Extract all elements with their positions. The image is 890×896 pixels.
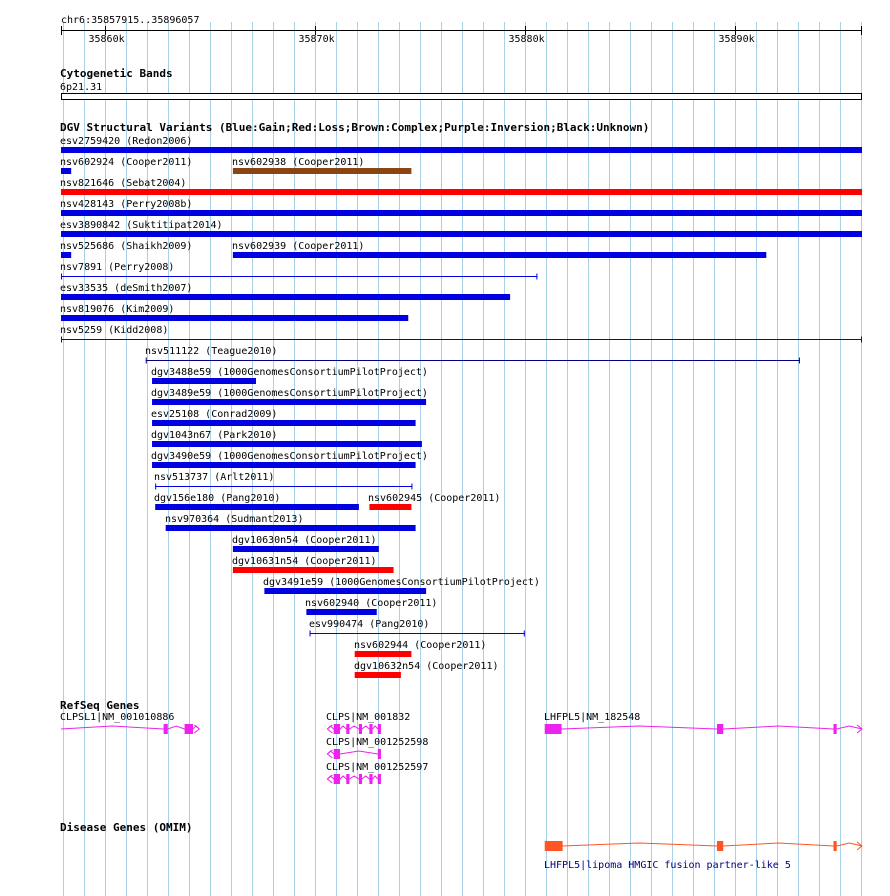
ruler-tick-label: 35870k	[298, 34, 335, 45]
ruler-tick-label: 35880k	[508, 34, 545, 45]
variant-label: nsv602924 (Cooper2011)	[60, 157, 193, 168]
variant-bar	[61, 168, 71, 174]
variant-label: nsv5259 (Kidd2008)	[60, 325, 169, 336]
variant-bar	[152, 399, 426, 405]
refseq-gene-label: LHFPL5|NM_182548	[544, 712, 641, 723]
refseq-gene-exon	[717, 724, 723, 734]
cytoband-track-title: Cytogenetic Bands	[60, 67, 173, 80]
variant-label: esv33535 (deSmith2007)	[60, 283, 193, 294]
variant-label: esv990474 (Pang2010)	[309, 619, 430, 630]
refseq-gene-label: CLPS|NM_001832	[326, 712, 411, 723]
refseq-gene-exon	[545, 724, 562, 734]
variant-label: nsv7891 (Perry2008)	[60, 262, 175, 273]
omim-gene-label: LHFPL5|lipoma HMGIC fusion partner-like 5	[544, 860, 791, 871]
ruler-tick-label: 35860k	[88, 34, 125, 45]
variant-bar	[306, 609, 376, 615]
dgv-track-title: DGV Structural Variants (Blue:Gain;Red:Loss;Brown:Complex;Purple:Inversion;Black:Unknown)	[60, 121, 650, 134]
variant-bar	[155, 504, 359, 510]
omim-track-title: Disease Genes (OMIM)	[60, 821, 193, 834]
refseq-gene-exon	[185, 724, 193, 734]
refseq-track-title: RefSeq Genes	[60, 699, 140, 712]
variant-bar	[233, 168, 412, 174]
variant-label: nsv513737 (Arlt2011)	[154, 472, 275, 483]
variant-label: nsv602940 (Cooper2011)	[305, 598, 438, 609]
variant-label: esv25108 (Conrad2009)	[151, 409, 278, 420]
refseq-gene-label: CLPS|NM_001252597	[326, 762, 429, 773]
variant-label: dgv3491e59 (1000GenomesConsortiumPilotProject)	[263, 577, 540, 588]
variant-label: dgv10630n54 (Cooper2011)	[232, 535, 377, 546]
variant-bar	[152, 378, 256, 384]
variant-label: dgv156e180 (Pang2010)	[154, 493, 281, 504]
variant-label: dgv10632n54 (Cooper2011)	[354, 661, 499, 672]
omim-gene-exon	[545, 841, 563, 851]
variant-bar	[61, 315, 408, 321]
variant-bar	[264, 588, 426, 594]
variant-label: nsv428143 (Perry2008b)	[60, 199, 193, 210]
refseq-gene-label: CLPSL1|NM_001010886	[60, 712, 175, 723]
variant-bar	[152, 420, 416, 426]
variant-bar	[61, 252, 71, 258]
refseq-gene-exon	[378, 749, 381, 759]
variant-label: dgv10631n54 (Cooper2011)	[232, 556, 377, 567]
variant-bar	[61, 147, 862, 153]
variant-bar	[233, 252, 766, 258]
refseq-gene-exon	[346, 724, 349, 734]
refseq-gene-intron	[61, 726, 199, 729]
refseq-gene-exon	[369, 724, 372, 734]
variant-label: nsv821646 (Sebat2004)	[60, 178, 187, 189]
variant-label: nsv511122 (Teague2010)	[145, 346, 278, 357]
cytoband-label: 6p21.31	[60, 82, 103, 93]
refseq-gene-exon	[378, 774, 381, 784]
variant-bar	[152, 462, 416, 468]
refseq-gene-intron	[545, 726, 862, 729]
variant-label: dgv3490e59 (1000GenomesConsortiumPilotProject)	[151, 451, 428, 462]
variant-label: esv3890842 (Suktitipat2014)	[60, 220, 223, 231]
refseq-gene-exon	[378, 724, 381, 734]
variant-label: nsv525686 (Shaikh2009)	[60, 241, 193, 252]
variant-label: dgv3488e59 (1000GenomesConsortiumPilotProject)	[151, 367, 428, 378]
variant-bar	[233, 546, 379, 552]
variant-label: nsv602939 (Cooper2011)	[232, 241, 365, 252]
omim-gene-exon	[717, 841, 723, 851]
variant-bar	[355, 672, 401, 678]
refseq-gene-exon	[369, 774, 372, 784]
variant-label: dgv3489e59 (1000GenomesConsortiumPilotProject)	[151, 388, 428, 399]
variant-bar	[61, 189, 862, 195]
refseq-gene-exon	[834, 724, 837, 734]
refseq-gene-exon	[359, 724, 362, 734]
variant-bar	[166, 525, 416, 531]
variant-bar	[61, 231, 862, 237]
variant-bar	[61, 210, 862, 216]
location-label: chr6:35857915..35896057	[61, 15, 200, 26]
refseq-gene-exon	[334, 749, 340, 759]
omim-gene-exon	[834, 841, 837, 851]
variant-label: nsv602944 (Cooper2011)	[354, 640, 487, 651]
variant-bar	[369, 504, 411, 510]
variant-bar	[233, 567, 394, 573]
variant-label: dgv1043n67 (Park2010)	[151, 430, 278, 441]
variant-label: nsv819076 (Kim2009)	[60, 304, 175, 315]
omim-gene-intron	[545, 843, 862, 846]
refseq-gene-exon	[334, 774, 340, 784]
variant-bar	[355, 651, 412, 657]
ruler-tick-label: 35890k	[718, 34, 755, 45]
refseq-gene-exon	[164, 724, 168, 734]
cytoband-bar	[62, 94, 862, 100]
variant-bar	[61, 294, 510, 300]
refseq-gene-exon	[334, 724, 340, 734]
variant-bar	[152, 441, 422, 447]
refseq-gene-label: CLPS|NM_001252598	[326, 737, 429, 748]
refseq-gene-exon	[346, 774, 349, 784]
variant-label: esv2759420 (Redon2006)	[60, 136, 193, 147]
variant-label: nsv602945 (Cooper2011)	[368, 493, 501, 504]
variant-label: nsv970364 (Sudmant2013)	[165, 514, 304, 525]
variant-label: nsv602938 (Cooper2011)	[232, 157, 365, 168]
refseq-gene-exon	[359, 774, 362, 784]
